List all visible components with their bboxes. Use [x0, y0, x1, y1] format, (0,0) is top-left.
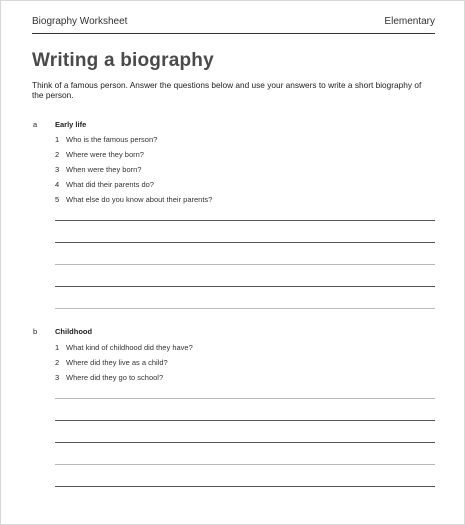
answer-line[interactable] — [55, 286, 435, 287]
question-number: 1 — [55, 135, 60, 144]
section-b-letter: b — [33, 327, 38, 336]
answer-line[interactable] — [55, 442, 435, 443]
question-number: 1 — [55, 343, 60, 352]
answer-line[interactable] — [55, 242, 435, 243]
answer-line[interactable] — [55, 464, 435, 465]
question-number: 2 — [55, 358, 60, 367]
question-text: What else do you know about their parents? — [66, 195, 213, 204]
answer-line[interactable] — [55, 398, 435, 399]
answer-line[interactable] — [55, 420, 435, 421]
question-text: What did their parents do? — [66, 180, 154, 189]
header-level: Elementary — [384, 16, 435, 27]
question-text: Where did they live as a child? — [66, 358, 168, 367]
section-a-letter: a — [33, 120, 38, 129]
question-number: 3 — [55, 165, 60, 174]
question-text: Who is the famous person? — [66, 135, 158, 144]
answer-line[interactable] — [55, 486, 435, 487]
page-title: Writing a biography — [32, 50, 214, 71]
section-a-title: Early life — [55, 120, 87, 129]
question-number: 5 — [55, 195, 60, 204]
intro-text: Think of a famous person. Answer the questions below and use your answers to write a short biography of the person. — [32, 80, 422, 100]
answer-line[interactable] — [55, 220, 435, 221]
answer-line[interactable] — [55, 308, 435, 309]
question-number: 2 — [55, 150, 60, 159]
question-number: 4 — [55, 180, 60, 189]
question-text: What kind of childhood did they have? — [66, 343, 193, 352]
header-worksheet-name: Biography Worksheet — [32, 16, 128, 27]
header-rule — [32, 33, 435, 34]
section-b-title: Childhood — [55, 327, 93, 336]
question-text: Where did they go to school? — [66, 373, 164, 382]
question-text: Where were they born? — [66, 150, 144, 159]
question-text: When were they born? — [66, 165, 142, 174]
answer-line[interactable] — [55, 264, 435, 265]
question-number: 3 — [55, 373, 60, 382]
